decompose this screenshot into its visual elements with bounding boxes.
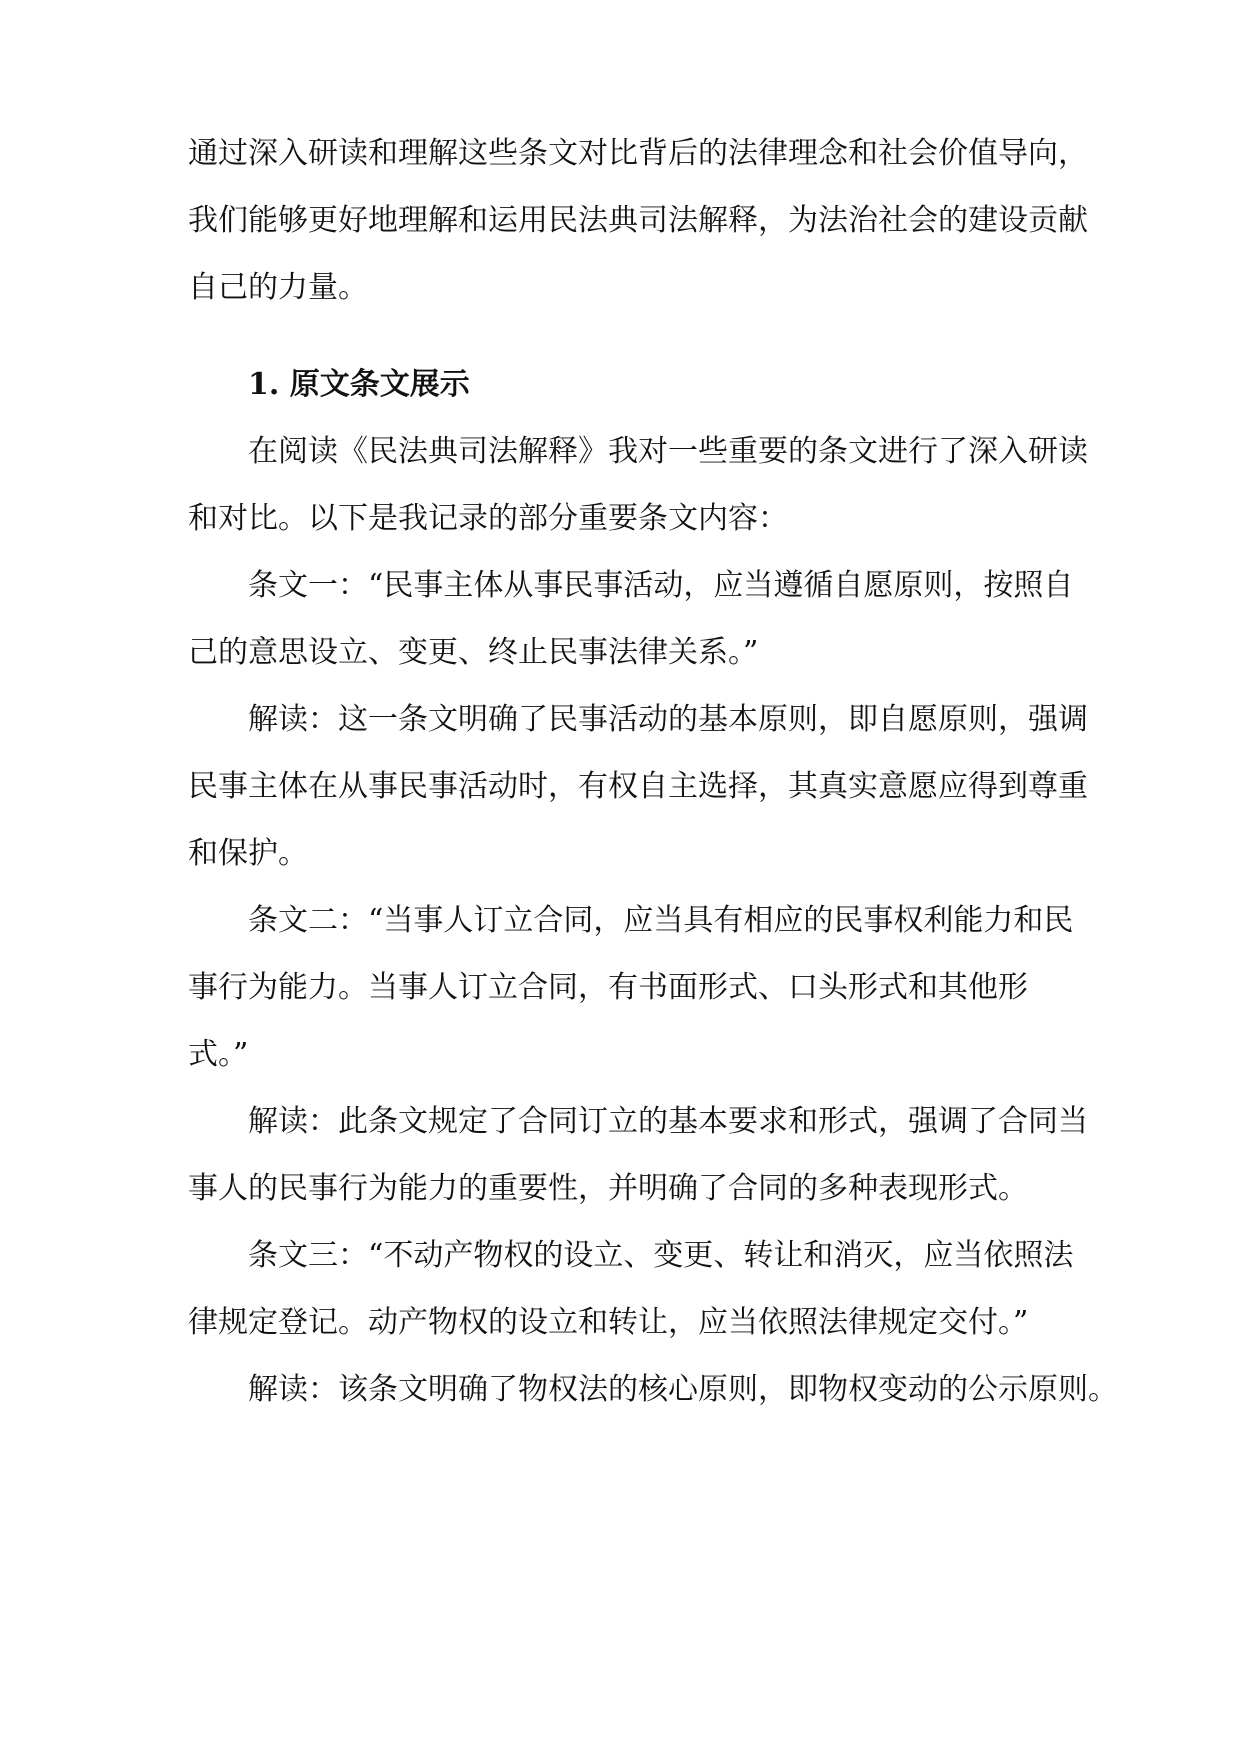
article-1-line-2: 己的意思设立、变更、终止民事法律关系。” xyxy=(188,635,759,670)
interpretation-3-line-1: 解读：该条文明确了物权法的核心原则，即物权变动的公示原则。 xyxy=(248,1372,1118,1407)
article-3-line-2: 律规定登记。动产物权的设立和转让，应当依照法律规定交付。” xyxy=(188,1305,1029,1340)
interpretation-2-line-2: 事人的民事行为能力的重要性，并明确了合同的多种表现形式。 xyxy=(188,1171,1028,1206)
paragraph-1-line-2: 和对比。以下是我记录的部分重要条文内容： xyxy=(188,501,788,536)
interpretation-1-line-1: 解读：这一条文明确了民事活动的基本原则，即自愿原则，强调 xyxy=(248,702,1088,737)
interpretation-1-line-2: 民事主体在从事民事活动时，有权自主选择，其真实意愿应得到尊重 xyxy=(188,769,1088,804)
article-2-line-3: 式。” xyxy=(188,1037,249,1072)
section-heading: 1. 原文条文展示 xyxy=(248,367,470,402)
intro-line-3: 自己的力量。 xyxy=(188,270,368,305)
article-2-line-2: 事行为能力。当事人订立合同，有书面形式、口头形式和其他形 xyxy=(188,970,1028,1005)
interpretation-2-line-1: 解读：此条文规定了合同订立的基本要求和形式，强调了合同当 xyxy=(248,1104,1088,1139)
interpretation-1-line-3: 和保护。 xyxy=(188,836,308,871)
intro-line-1: 通过深入研读和理解这些条文对比背后的法律理念和社会价值导向， xyxy=(188,136,1088,171)
paragraph-1-line-1: 在阅读《民法典司法解释》我对一些重要的条文进行了深入研读 xyxy=(248,434,1088,469)
article-1-line-1: 条文一：“民事主体从事民事活动，应当遵循自愿原则，按照自 xyxy=(248,568,1074,603)
article-2-line-1: 条文二：“当事人订立合同，应当具有相应的民事权利能力和民 xyxy=(248,903,1074,938)
article-3-line-1: 条文三：“不动产物权的设立、变更、转让和消灭，应当依照法 xyxy=(248,1238,1074,1273)
intro-line-2: 我们能够更好地理解和运用民法典司法解释，为法治社会的建设贡献 xyxy=(188,203,1088,238)
